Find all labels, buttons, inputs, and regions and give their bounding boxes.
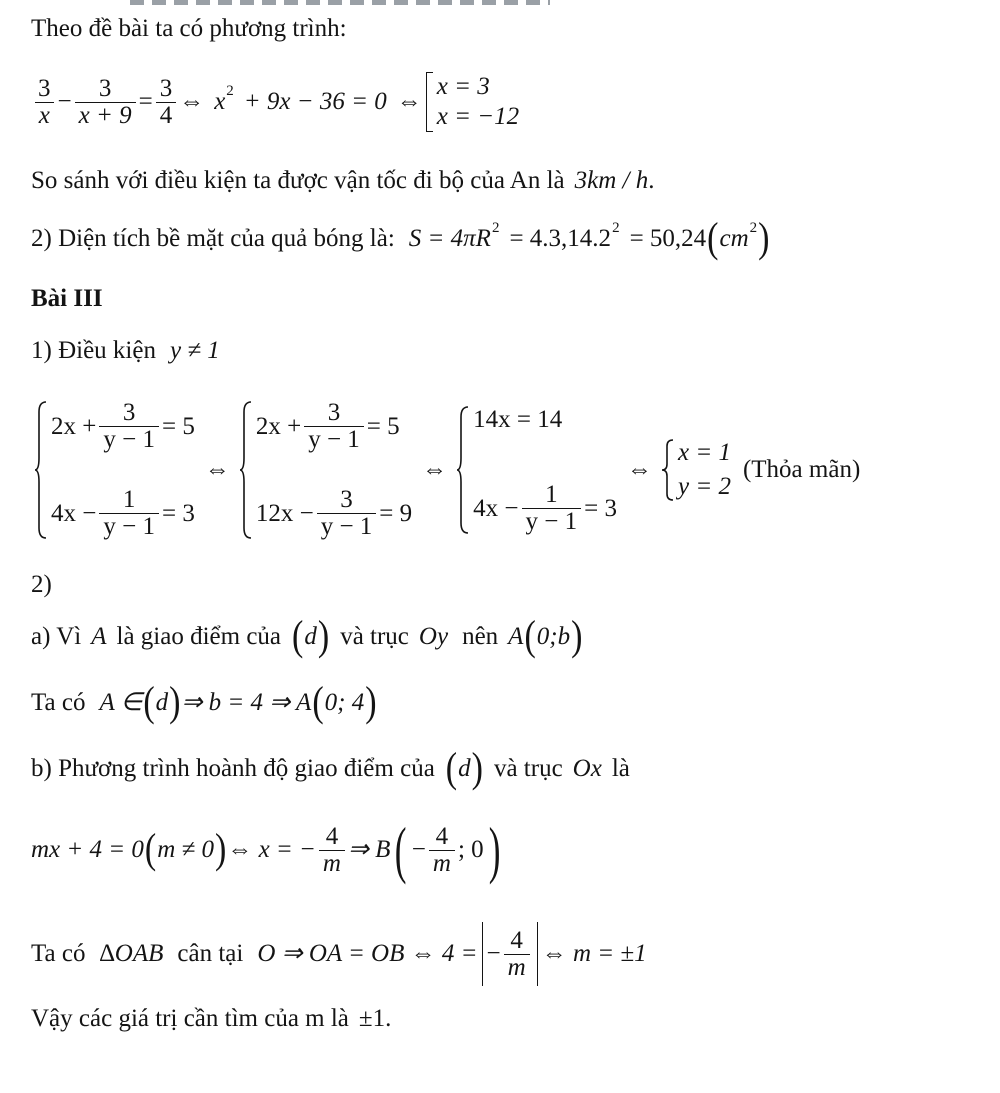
- intro-text: Theo đề bài ta có phương trình:: [31, 15, 347, 42]
- point-a: Ta có A ∈ ( d ) ⇒ b = 4 ⇒ A ( 0; 4 ): [31, 679, 377, 726]
- brace: [35, 400, 47, 540]
- system-3: 14x = 14 4x − $\frac{1}{y - 1}$ = 3: [457, 405, 617, 535]
- equation-1: $\frac{3}{x}$ − $\frac{3}{x + 9}$ = $\frac{3}{4}$ ⇔ x 2 + 9x − 36 = 0 ⇔ x = 3 x = −12: [31, 72, 523, 132]
- top-cropped-text: [130, 0, 550, 5]
- part-b: b) Phương trình hoành độ giao điểm của ( d ) và trục Ox là: [31, 745, 630, 792]
- system-2: 2x + $\frac{3}{y - 1}$ = 5 12x − $\frac{3}{y - 1}$ = 9: [240, 400, 412, 540]
- system-4: x = 1 y = 2: [662, 438, 731, 502]
- brace: [457, 405, 469, 535]
- speed-conclusion: So sánh với điều kiện ta được vận tốc đi bộ của An là 3km / h .: [31, 167, 655, 194]
- section-heading: Bài III: [31, 285, 103, 312]
- condition: 1) Điều kiện y ≠ 1: [31, 337, 220, 364]
- triangle-condition: Ta có ∆OAB cân tại O ⇒ OA = OB ⇔ 4 = − $\frac{4}{m}$ ⇔ m = ±1: [31, 922, 647, 986]
- equation-systems: 2x + $\frac{3}{y - 1}$ = 5 4x − $\frac{1}{y - 1}$ = 3 ⇔ 2x + $\frac{3}{y - 1}$ = 5 12x − $\frac{3}{y - 1}$ = 9 ⇔ 14x = 14 4x − $\frac{1}{y - 1}$ = 3 ⇔ x = 1 y = 2 (Thỏa mãn): [31, 400, 860, 540]
- ball-area: 2) Diện tích bề mặt của quả bóng là: S = 4πR 2 = 4.3,14.2 2 = 50,24 ( cm 2 ): [31, 215, 770, 262]
- system-1: 2x + $\frac{3}{y - 1}$ = 5 4x − $\frac{1}{y - 1}$ = 3: [35, 400, 195, 540]
- brace: [662, 438, 674, 502]
- bracket: [426, 72, 433, 132]
- brace: [240, 400, 252, 540]
- solution-set: x = 3 x = −12: [426, 72, 519, 132]
- fraction: $\frac{3}{x + 9}$: [75, 76, 136, 129]
- part-a: a) Vì A là giao điểm của ( d ) và trục Oy nên A ( 0;b ): [31, 613, 583, 660]
- fraction: $\frac{3}{x}$: [34, 76, 55, 129]
- final-answer: Vậy các giá trị cần tìm của m là ±1 .: [31, 1005, 392, 1032]
- intersection-equation: mx + 4 = 0 ( m ≠ 0 ) ⇔ x = − $\frac{4}{m}$ ⇒ B ( − $\frac{4}{m}$ ; 0 ): [31, 814, 501, 885]
- part-2-label: 2): [31, 571, 52, 598]
- fraction: $\frac{3}{4}$: [156, 76, 177, 129]
